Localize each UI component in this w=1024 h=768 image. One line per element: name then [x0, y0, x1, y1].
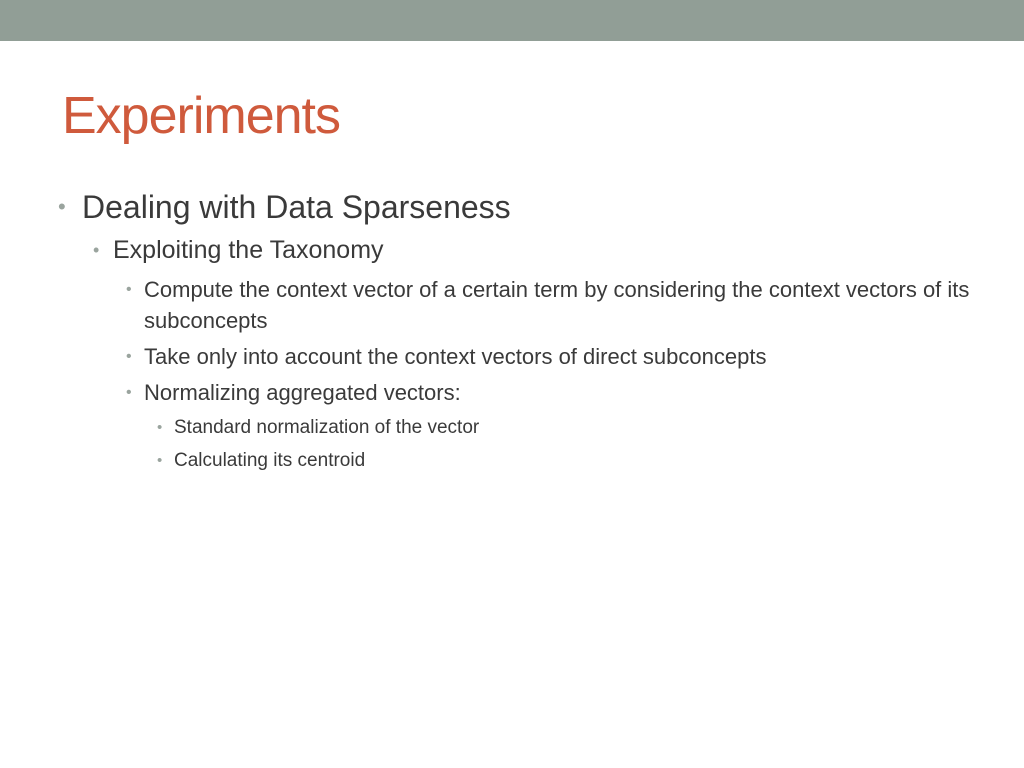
bullet-dot-icon: • [157, 419, 163, 436]
bullet-level3 [126, 377, 974, 408]
bullet-text: Normalizing aggregated vectors: [144, 380, 461, 405]
bullet-level3 [126, 341, 974, 372]
bullet-text: Calculating its centroid [174, 450, 366, 471]
bullet-dot-icon: • [93, 240, 100, 260]
bullet-text: Take only into account the context vectors of direct subconcepts [144, 344, 767, 369]
bullet-level2 [93, 235, 973, 266]
bullet-level1 [58, 188, 982, 226]
bullet-dot-icon: • [126, 281, 132, 298]
bullet-level4 [157, 446, 974, 476]
bullet-dot-icon: • [58, 194, 66, 219]
slide-title: Experiments [62, 87, 340, 145]
bullet-level3 [126, 274, 974, 336]
bullet-text: Compute the context vector of a certain term by considering the context vectors of its subconcepts [144, 277, 970, 333]
bullet-dot-icon: • [157, 452, 163, 469]
bullet-text: Standard normalization of the vector [174, 417, 480, 438]
bullet-dot-icon: • [126, 348, 132, 365]
bullet-dot-icon: • [126, 384, 132, 401]
bullet-level4 [157, 413, 974, 443]
bullet-text: Dealing with Data Sparseness [82, 189, 511, 225]
bullet-text: Exploiting the Taxonomy [113, 236, 384, 264]
